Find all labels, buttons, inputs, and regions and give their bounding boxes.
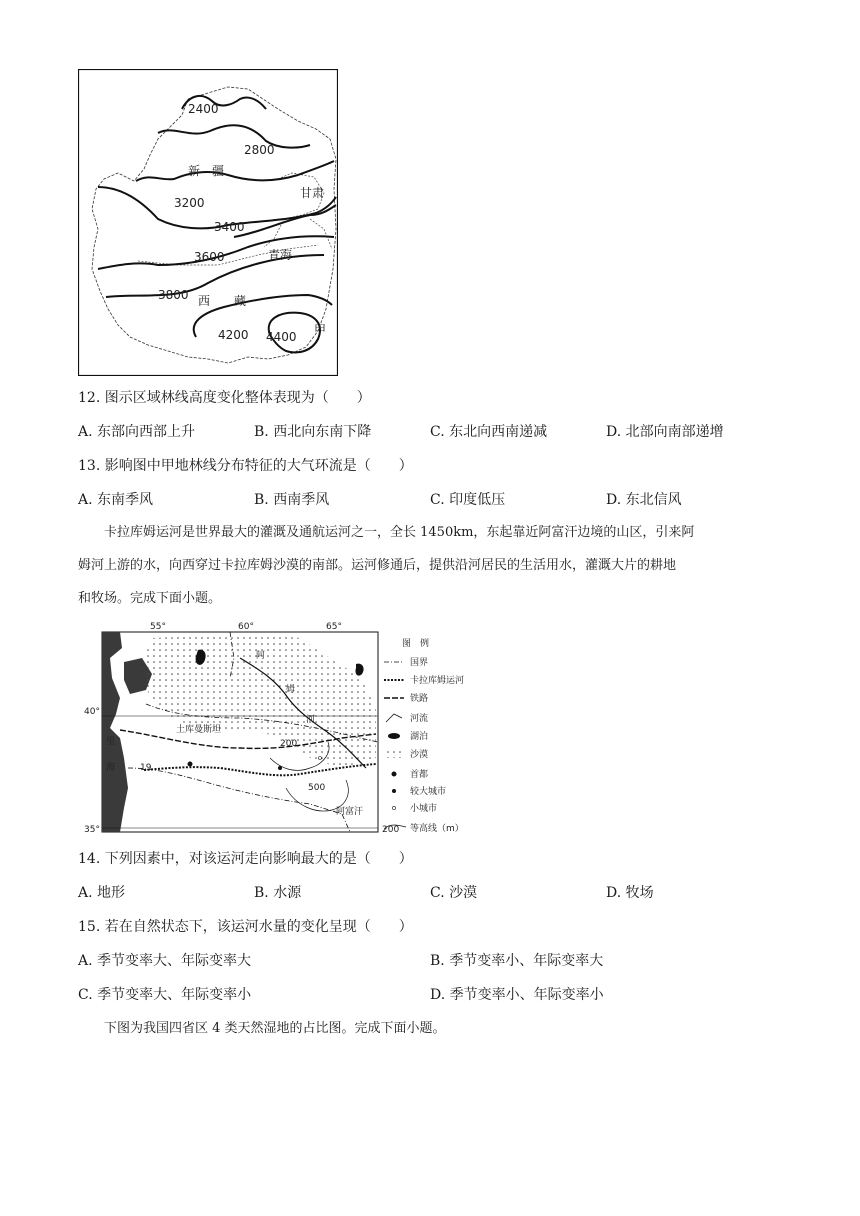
- label-2800: 2800: [244, 143, 275, 157]
- label-3400: 3400: [214, 220, 245, 234]
- q14-option-c[interactable]: C. 沙漠: [430, 885, 478, 901]
- q12-option-c[interactable]: C. 东北向西南递减: [430, 424, 548, 440]
- label-contour-200: 200: [280, 739, 298, 749]
- label-contour-500: 500: [308, 783, 326, 793]
- legend-desert: 沙漠: [410, 750, 429, 760]
- label-3800: 3800: [158, 288, 189, 302]
- passage2-line1: 下图为我国四省区 4 类天然湿地的占比图。完成下面小题。: [104, 1021, 446, 1036]
- q15-stem: 15. 若在自然状态下，该运河水量的变化呈现（ ）: [78, 919, 413, 935]
- label-amu-2: 姆: [286, 685, 296, 695]
- legend-title: 图 例: [402, 639, 430, 649]
- legend-large-city: 较大城市: [410, 787, 447, 797]
- legend-small-city: 小城市: [410, 804, 438, 814]
- label-qinghai: 青海: [268, 248, 293, 262]
- label-turkmenistan: 土库曼斯坦: [176, 725, 222, 735]
- label-xinjiang: 新 疆: [188, 164, 225, 178]
- q14-option-b[interactable]: B. 水源: [254, 885, 302, 901]
- legend-canal: 卡拉库姆运河: [410, 676, 465, 686]
- q15-option-c[interactable]: C. 季节变率大、年际变率小: [78, 987, 252, 1003]
- legend-river: 河流: [410, 714, 429, 724]
- legend-capital: 首都: [410, 770, 429, 780]
- q12-stem: 12. 图示区域林线高度变化整体表现为（ ）: [78, 390, 371, 406]
- q15-option-b[interactable]: B. 季节变率小、年际变率大: [430, 953, 604, 969]
- q13-option-a[interactable]: A. 东南季风: [78, 492, 154, 508]
- karakum-map: [80, 618, 500, 840]
- legend-contour-sample: 200: [382, 825, 400, 835]
- label-contour-19: 19: [140, 763, 152, 773]
- label-jia: 甲: [314, 323, 327, 337]
- label-gansu: 甘肃: [300, 186, 325, 200]
- q15-option-a[interactable]: A. 季节变率大、年际变率大: [78, 953, 252, 969]
- label-caspian-1: 里: [106, 737, 116, 747]
- legend-border: 国界: [410, 658, 429, 668]
- legend-railway: 铁路: [410, 694, 429, 704]
- q14-stem: 14. 下列因素中，对该运河走向影响最大的是（ ）: [78, 851, 413, 867]
- label-2400: 2400: [188, 102, 219, 116]
- q13-stem: 13. 影响图中甲地林线分布特征的大气环流是（ ）: [78, 458, 413, 474]
- label-caspian-2: 海: [106, 763, 116, 773]
- lon-60: 60°: [238, 622, 254, 632]
- legend-lake: 湖泊: [410, 732, 429, 742]
- label-3600: 3600: [194, 250, 225, 264]
- passage1-line3: 和牧场。完成下面小题。: [78, 591, 222, 606]
- q12-option-d[interactable]: D. 北部向南部递增: [606, 424, 724, 440]
- q13-option-b[interactable]: B. 西南季风: [254, 492, 330, 508]
- treeline-map-svg: [78, 69, 338, 376]
- label-amu-3: 河: [306, 715, 316, 725]
- lon-65: 65°: [326, 622, 342, 632]
- q15-option-d[interactable]: D. 季节变率小、年际变率小: [430, 987, 604, 1003]
- map-legend: [382, 637, 464, 835]
- label-xizang: 西 藏: [198, 294, 247, 308]
- lat-35: 35°: [84, 825, 100, 835]
- q14-option-d[interactable]: D. 牧场: [606, 885, 654, 901]
- lat-40: 40°: [84, 707, 100, 717]
- label-3200: 3200: [174, 196, 205, 210]
- karakum-map-svg: [80, 618, 500, 840]
- q13-option-d[interactable]: D. 东北信风: [606, 492, 682, 508]
- treeline-map: [78, 69, 338, 376]
- q12-option-a[interactable]: A. 东部向西部上升: [78, 424, 196, 440]
- q14-option-a[interactable]: A. 地形: [78, 885, 126, 901]
- lon-55: 55°: [150, 622, 166, 632]
- label-4400: 4400: [266, 330, 297, 344]
- legend-contour: 等高线（m）: [410, 824, 464, 834]
- label-amu-1: 阿: [256, 651, 266, 661]
- label-afghanistan: 阿富汗: [336, 807, 364, 817]
- label-4200: 4200: [218, 328, 249, 342]
- q13-option-c[interactable]: C. 印度低压: [430, 492, 506, 508]
- passage1-line1: 卡拉库姆运河是世界最大的灌溉及通航运河之一，全长 1450km，东起靠近阿富汗边境的山区，引来阿: [104, 525, 695, 540]
- q12-option-b[interactable]: B. 西北向东南下降: [254, 424, 372, 440]
- passage1-line2: 姆河上游的水，向西穿过卡拉库姆沙漠的南部。运河修通后，提供沿河居民的生活用水，灌溉大片的耕地: [78, 558, 677, 573]
